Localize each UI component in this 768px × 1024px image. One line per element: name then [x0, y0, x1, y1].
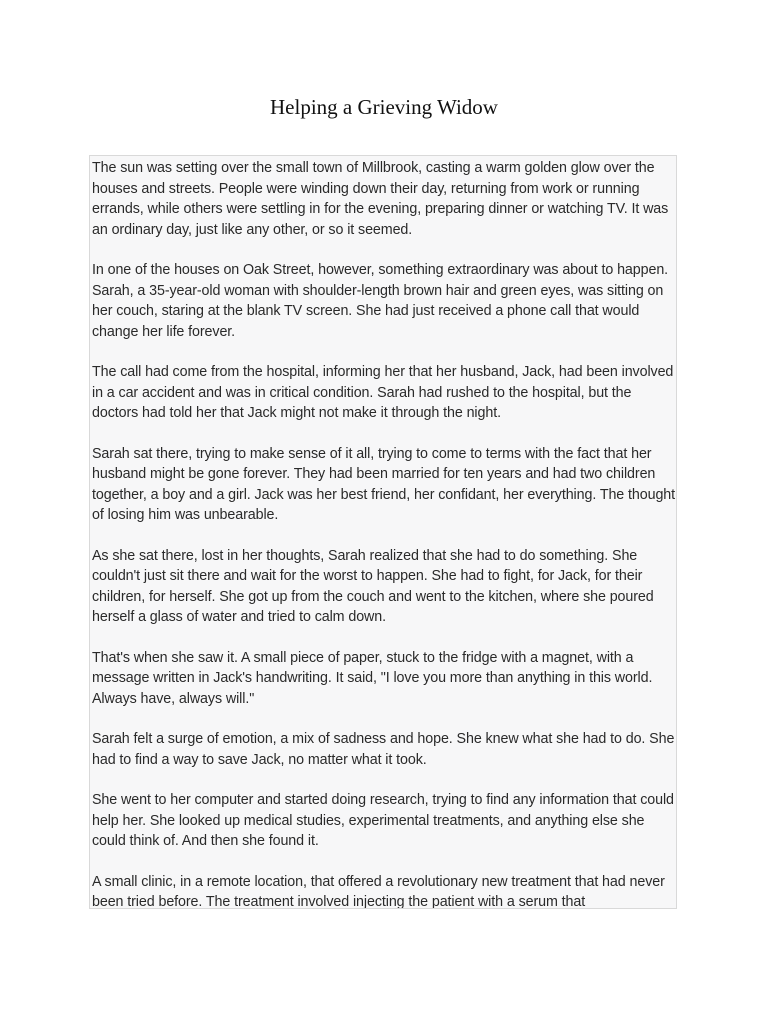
paragraph: The sun was setting over the small town of Millbrook, casting a warm golden glow over the houses and streets. People were winding down their day, returning from work or running errands, while others were settling in for the evening, preparing dinner or watching TV. It was an ordinary day, just like any other, or so it seemed.: [92, 160, 669, 238]
page-title: Helping a Grieving Widow: [270, 95, 498, 119]
paragraph: That's when she saw it. A small piece of paper, stuck to the fridge with a magnet, with a message written in Jack's handwriting. It said, "I love you more than anything in this world. Always have, always will.": [92, 649, 653, 707]
paragraph: As she sat there, lost in her thoughts, Sarah realized that she had to do something. She couldn't just sit there and wait for the worst to happen. She had to fight, for Jack, for their children, for herself. She got up from the couch and went to the kitchen, where she poured herself a glass of water and tried to calm down.: [92, 547, 654, 625]
paragraph: She went to her computer and started doing research, trying to find any information that could help her. She looked up medical studies, experimental treatments, and anything else she could think of. And then she found it.: [92, 792, 674, 849]
paragraph: In one of the houses on Oak Street, however, something extraordinary was about to happen. Sarah, a 35-year-old woman with shoulder-length brown hair and green eyes, was sitting on her couch, staring at the blank TV screen. She had just received a phone call that would change her life forever.: [92, 262, 669, 340]
paragraph: Sarah felt a surge of emotion, a mix of sadness and hope. She knew what she had to do. She had to find a way to save Jack, no matter what it took.: [92, 731, 675, 768]
paragraph: The call had come from the hospital, informing her that her husband, Jack, had been involved in a car accident and was in critical condition. Sarah had rushed to the hospital, but the doctors had told her that Jack might not make it through the night.: [92, 364, 674, 421]
paragraph: Sarah sat there, trying to make sense of it all, trying to come to terms with the fact that her husband might be gone forever. They had been married for ten years and had two children together, a boy and a girl. Jack was her best friend, her confidant, her everything. The thought of losing him was unbearable.: [92, 445, 676, 523]
document-text-box: [89, 155, 677, 909]
paragraph: A small clinic, in a remote location, that offered a revolutionary new treatment that had never been tried before. The treatment involved injecting the patient with a serum that: [92, 873, 665, 909]
